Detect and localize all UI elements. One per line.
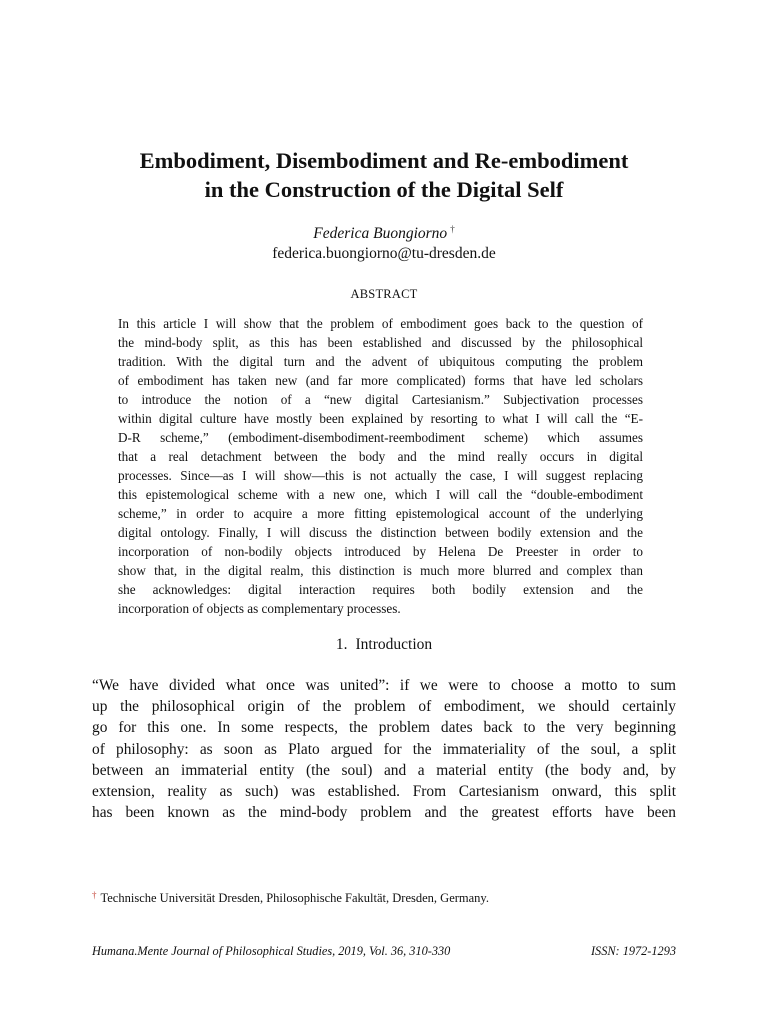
title-line-2: in the Construction of the Digital Self <box>204 177 564 202</box>
abstract-heading: ABSTRACT <box>350 287 418 301</box>
paragraph-line: “We have divided what once was united”: if we were to choose a motto to sum <box>92 677 676 694</box>
abstract-line: tradition. With the digital turn and the advent of ubiquitous computing the problem <box>118 354 643 369</box>
page-footer <box>92 944 676 959</box>
paragraph-line: has been known as the mind-body problem and the greatest efforts have been <box>92 804 676 822</box>
author-footnote-mark: † <box>450 224 455 234</box>
abstract-line: digital ontology. Finally, I will discuss the distinction between bodily extension and the <box>118 525 643 540</box>
abstract-line: that a real detachment between the body and the mind really occurs in digital <box>118 449 643 464</box>
abstract-line: show that, in the digital realm, this distinction is much more blurred and complex than <box>118 563 643 578</box>
paragraph-line: go for this one. In some respects, the problem dates back to the very beginning <box>92 719 676 737</box>
abstract-body <box>118 314 643 618</box>
section-number: 1. <box>335 636 348 653</box>
abstract-line: incorporation of objects as complementary processes. <box>118 601 401 616</box>
introduction-body <box>92 675 676 823</box>
paragraph-line: up the philosophical origin of the problem of embodiment, we should certainly <box>92 698 676 716</box>
abstract-line: processes. Since—as I will show—this is not actually the case, I will suggest replacing <box>118 468 643 483</box>
footnote-text: Technische Universität Dresden, Philosophische Fakultät, Dresden, Germany. <box>100 891 489 905</box>
abstract-line: within digital culture have mostly been explained by resorting to what I will call the “E- <box>118 411 643 426</box>
abstract-line: of embodiment has taken new (and far more complicated) forms that have led scholars <box>118 373 643 388</box>
abstract-line: scheme,” in order to acquire a more fitting epistemological account of the underlying <box>118 506 643 521</box>
section-title: Introduction <box>355 636 433 653</box>
section-heading <box>0 636 768 654</box>
footer-journal: Humana.Mente Journal of Philosophical Studies, 2019, Vol. 36, 310-330 <box>92 944 451 958</box>
abstract-line: In this article I will show that the problem of embodiment goes back to the question of <box>118 316 643 331</box>
footer-issn: ISSN: 1972-1293 <box>590 944 676 958</box>
paragraph-line: extension, reality as such) was established. From Cartesianism onward, this split <box>92 783 676 801</box>
author-email: federica.buongiorno@tu-dresden.de <box>272 245 496 262</box>
abstract-line: to introduce the notion of a “new digital Cartesianism.” Subjectivation processes <box>118 392 643 407</box>
footnote-mark: † <box>92 890 97 900</box>
author-name: Federica Buongiorno <box>313 225 448 242</box>
author-line <box>0 224 768 243</box>
abstract-line: she acknowledges: digital interaction requires both bodily extension and the <box>118 582 643 597</box>
abstract-line: the mind-body split, as this has been established and discussed by the philosophical <box>118 335 643 350</box>
abstract-line: D-R scheme,” (embodiment-disembodiment-reembodiment scheme) which assumes <box>118 430 643 445</box>
paper-title <box>60 146 708 204</box>
paragraph-line: between an immaterial entity (the soul) and a material entity (the body and, by <box>92 761 676 779</box>
abstract-line: this epistemological scheme with a new one, which I will call the “double-embodiment <box>118 487 643 502</box>
footnote <box>92 890 489 906</box>
paragraph-line: of philosophy: as soon as Plato argued for the immateriality of the soul, a split <box>92 740 676 758</box>
abstract-line: incorporation of non-bodily objects introduced by Helena De Preester in order to <box>118 544 643 559</box>
title-line-1: Embodiment, Disembodiment and Re-embodiment <box>139 148 629 173</box>
